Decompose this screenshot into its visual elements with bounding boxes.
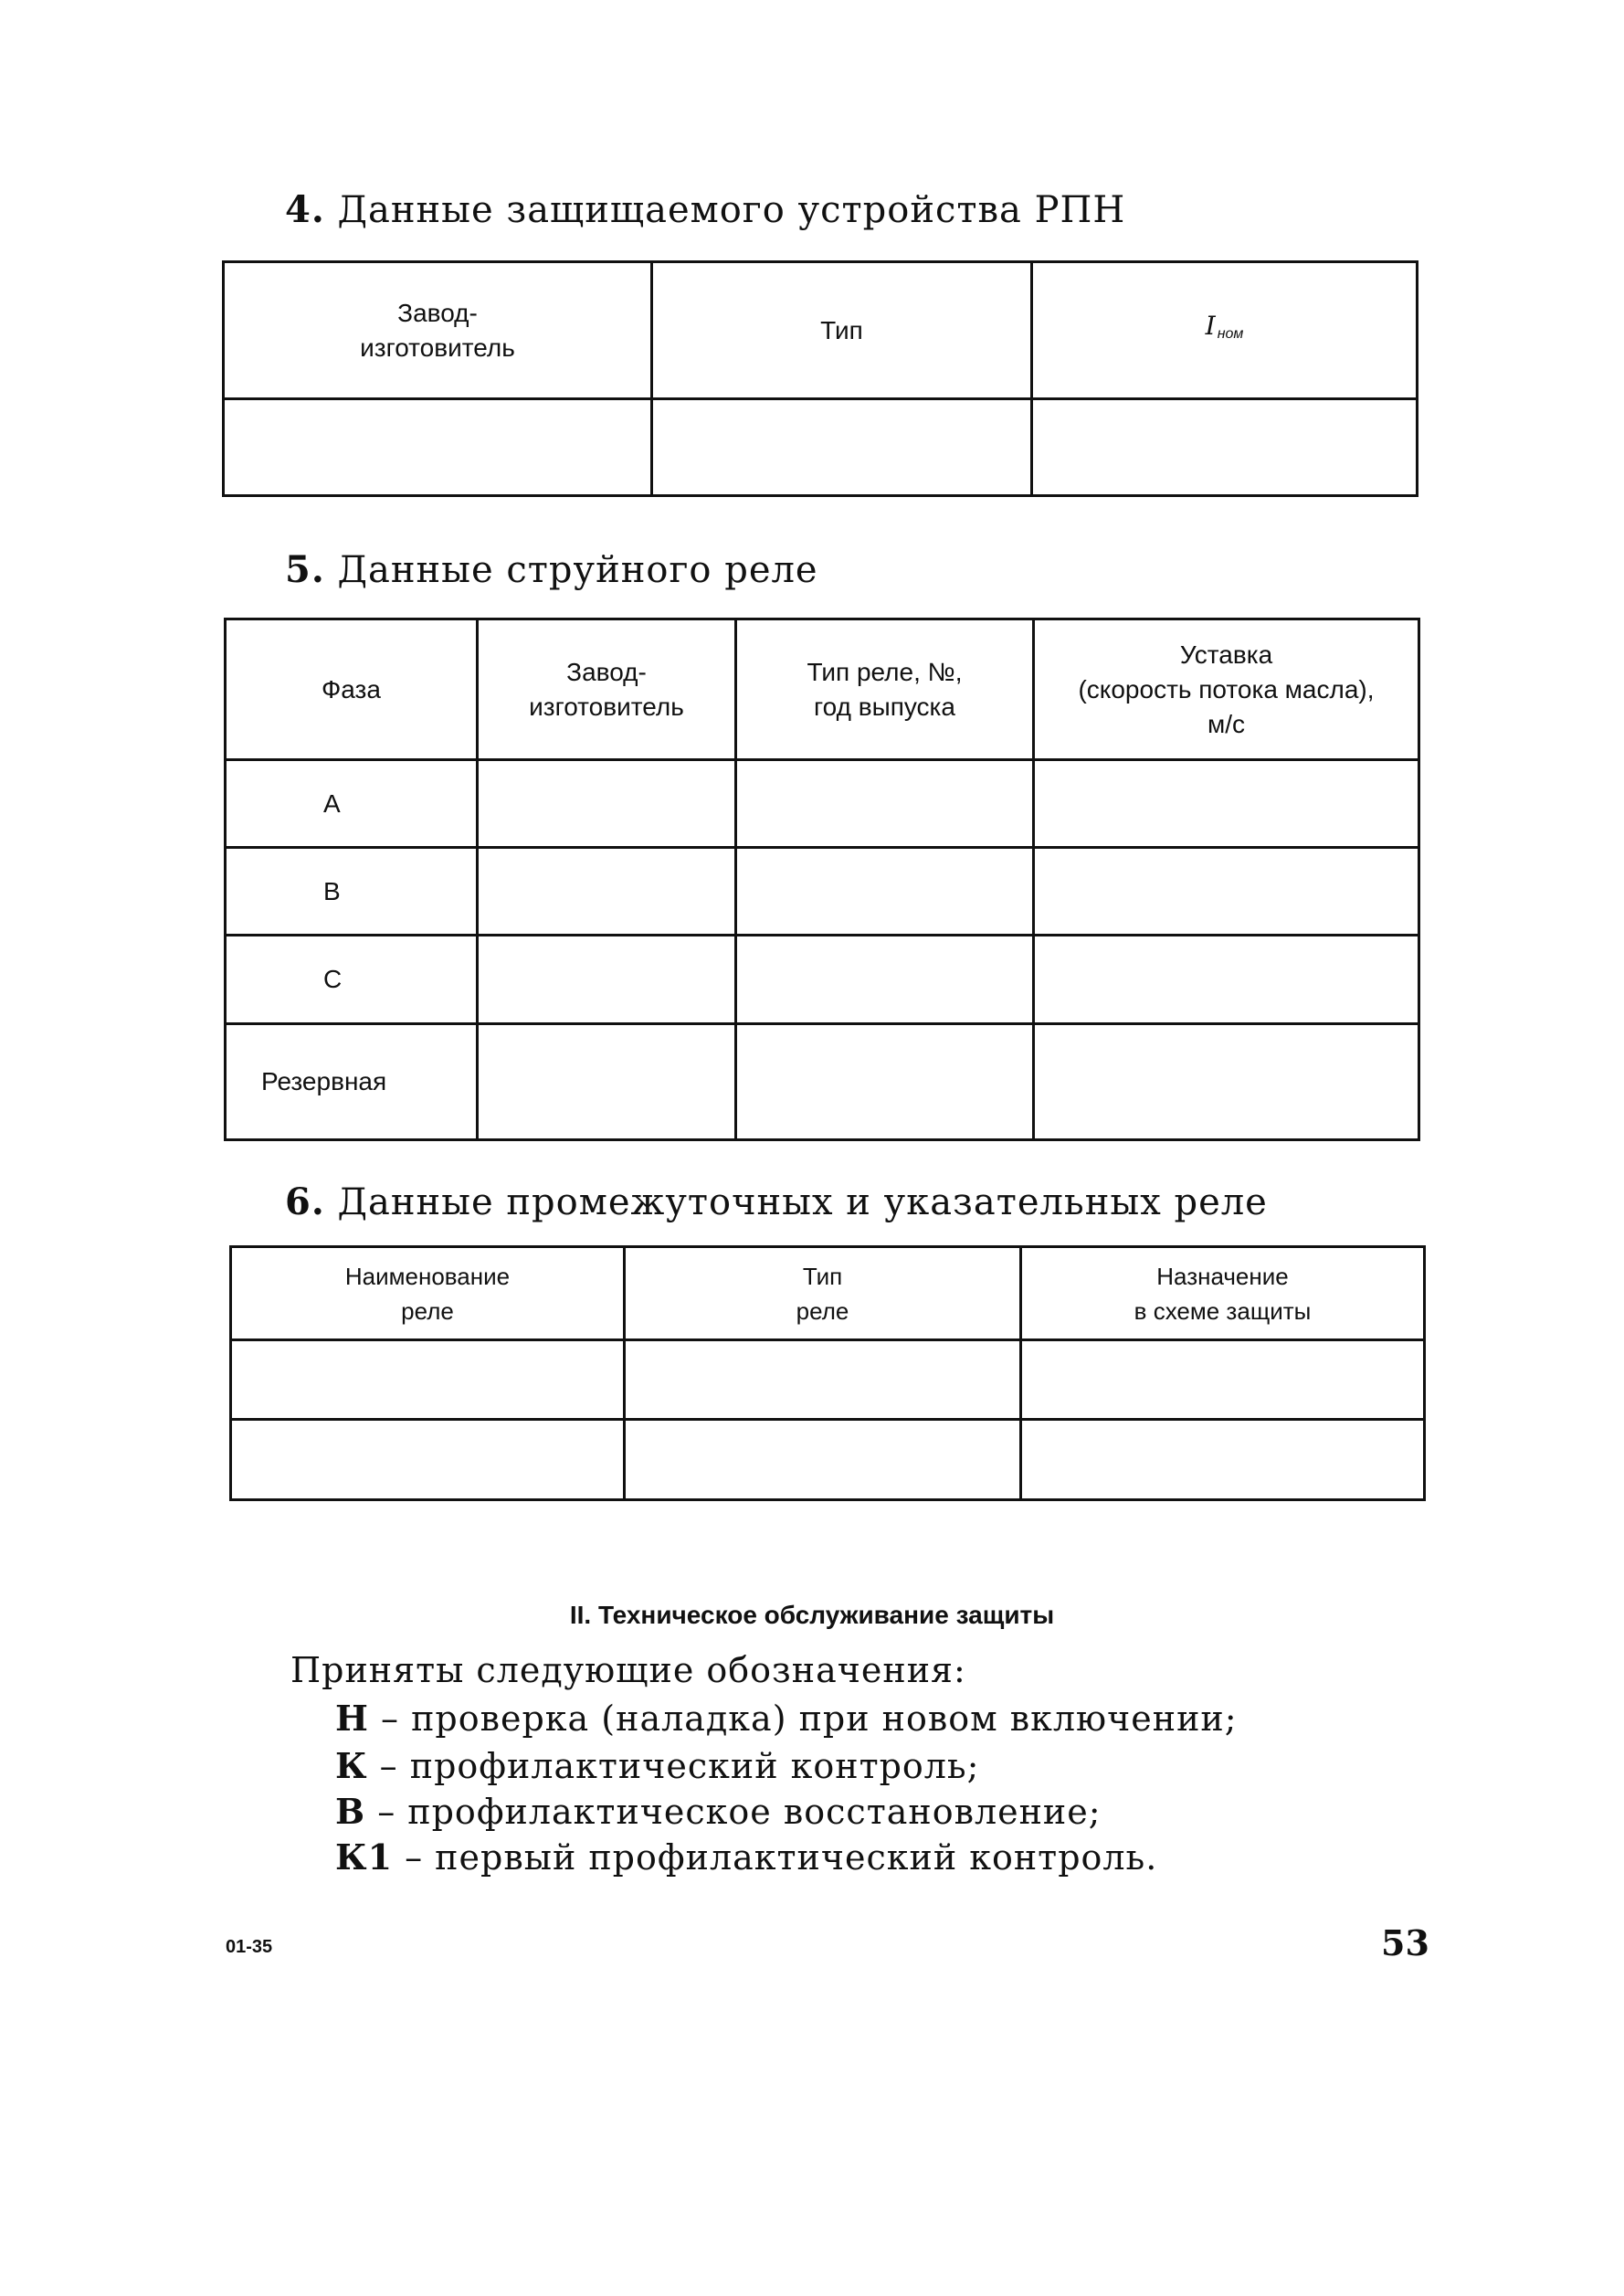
table-rpn-device bbox=[222, 260, 1418, 497]
table-row bbox=[231, 1340, 1425, 1420]
table-jet-relay bbox=[224, 618, 1420, 1141]
nominal-current-symbol: I bbox=[1205, 311, 1216, 341]
legend-text: – профилактический контроль; bbox=[367, 1746, 980, 1786]
empty-cell bbox=[478, 1024, 736, 1140]
header-line: Уставка bbox=[1179, 640, 1273, 669]
table-intermediate-relays bbox=[229, 1245, 1426, 1501]
empty-cell bbox=[1032, 399, 1418, 496]
header-cell bbox=[736, 619, 1034, 760]
header-cell bbox=[224, 262, 652, 399]
empty-cell bbox=[1034, 936, 1419, 1024]
header-line: в схеме защиты bbox=[1134, 1296, 1312, 1325]
empty-cell bbox=[1034, 1024, 1419, 1140]
empty-cell bbox=[736, 936, 1034, 1024]
header-line: (скорость потока масла), bbox=[1078, 674, 1375, 704]
header-line: изготовитель bbox=[360, 333, 515, 362]
table-row bbox=[226, 1024, 1419, 1140]
empty-cell bbox=[625, 1420, 1021, 1500]
table-row bbox=[226, 848, 1419, 936]
header-cell bbox=[625, 1247, 1021, 1340]
legend-code: Н bbox=[335, 1698, 369, 1739]
empty-cell bbox=[224, 399, 652, 496]
header-line: Завод- bbox=[397, 298, 478, 327]
empty-cell bbox=[1021, 1420, 1425, 1500]
empty-cell bbox=[736, 1024, 1034, 1140]
section-6-number: 6. bbox=[285, 1180, 325, 1223]
header-line: Тип bbox=[802, 1262, 843, 1290]
header-line: год выпуска bbox=[814, 692, 955, 721]
section-5-number: 5. bbox=[285, 548, 325, 591]
header-line: Фаза bbox=[322, 674, 381, 704]
page-number: 53 bbox=[1381, 1922, 1429, 1963]
header-line: Завод- bbox=[566, 657, 647, 686]
empty-cell bbox=[1034, 848, 1419, 936]
table-row bbox=[231, 1420, 1425, 1500]
legend-item bbox=[335, 1791, 1102, 1832]
nominal-current-subscript: ном bbox=[1217, 326, 1244, 342]
phase-cell: В bbox=[226, 848, 478, 936]
section-ii-title: II. Техническое обслуживание защиты bbox=[569, 1601, 1055, 1629]
header-line: м/с bbox=[1207, 709, 1246, 738]
legend-item bbox=[335, 1836, 1157, 1878]
section-4-title: Данные защищаемого устройства РПН bbox=[337, 189, 1126, 231]
table-row bbox=[224, 399, 1418, 496]
legend-item bbox=[335, 1745, 979, 1786]
empty-cell bbox=[231, 1420, 625, 1500]
header-cell bbox=[1032, 262, 1418, 399]
empty-cell bbox=[736, 760, 1034, 848]
legend-text: – проверка (наладка) при новом включении; bbox=[368, 1698, 1238, 1739]
section-6-heading bbox=[285, 1180, 1268, 1223]
legend-item bbox=[335, 1698, 1238, 1739]
table-row bbox=[226, 936, 1419, 1024]
section-4-number: 4. bbox=[285, 188, 325, 231]
header-line: Тип bbox=[820, 315, 863, 344]
empty-cell bbox=[478, 848, 736, 936]
header-cell bbox=[1021, 1247, 1425, 1340]
table-row bbox=[226, 760, 1419, 848]
phase-cell: С bbox=[226, 936, 478, 1024]
empty-cell bbox=[478, 760, 736, 848]
header-cell bbox=[478, 619, 736, 760]
section-5-title: Данные струйного реле bbox=[337, 549, 818, 591]
header-line: Наименование bbox=[344, 1262, 511, 1290]
header-line: реле bbox=[796, 1296, 849, 1325]
header-line: изготовитель bbox=[529, 692, 684, 721]
legend-text: – первый профилактический контроль. bbox=[393, 1837, 1158, 1878]
footer-code: 01-35 bbox=[226, 1937, 273, 1957]
empty-cell bbox=[1021, 1340, 1425, 1420]
empty-cell bbox=[478, 936, 736, 1024]
empty-cell bbox=[736, 848, 1034, 936]
table-header-row bbox=[224, 262, 1418, 399]
header-cell bbox=[652, 262, 1032, 399]
section-4-heading bbox=[285, 188, 1125, 231]
empty-cell bbox=[231, 1340, 625, 1420]
phase-cell: А bbox=[226, 760, 478, 848]
header-cell bbox=[231, 1247, 625, 1340]
legend-code: В bbox=[335, 1791, 366, 1832]
header-line: реле bbox=[401, 1296, 454, 1325]
table-header-row bbox=[226, 619, 1419, 760]
legend-text: – профилактическое восстановление; bbox=[365, 1792, 1102, 1832]
legend-intro: Приняты следующие обозначения: bbox=[290, 1650, 966, 1690]
phase-cell: Резервная bbox=[226, 1024, 478, 1140]
legend-code: К bbox=[335, 1745, 368, 1786]
empty-cell bbox=[625, 1340, 1021, 1420]
empty-cell bbox=[1034, 760, 1419, 848]
section-5-heading bbox=[285, 548, 818, 591]
legend-code: К1 bbox=[335, 1836, 394, 1878]
header-line: Тип реле, №, bbox=[807, 657, 963, 686]
table-header-row bbox=[231, 1247, 1425, 1340]
header-cell bbox=[226, 619, 478, 760]
header-cell bbox=[1034, 619, 1419, 760]
empty-cell bbox=[652, 399, 1032, 496]
section-6-title: Данные промежуточных и указательных реле bbox=[337, 1181, 1268, 1223]
header-line: Назначение bbox=[1156, 1262, 1289, 1290]
